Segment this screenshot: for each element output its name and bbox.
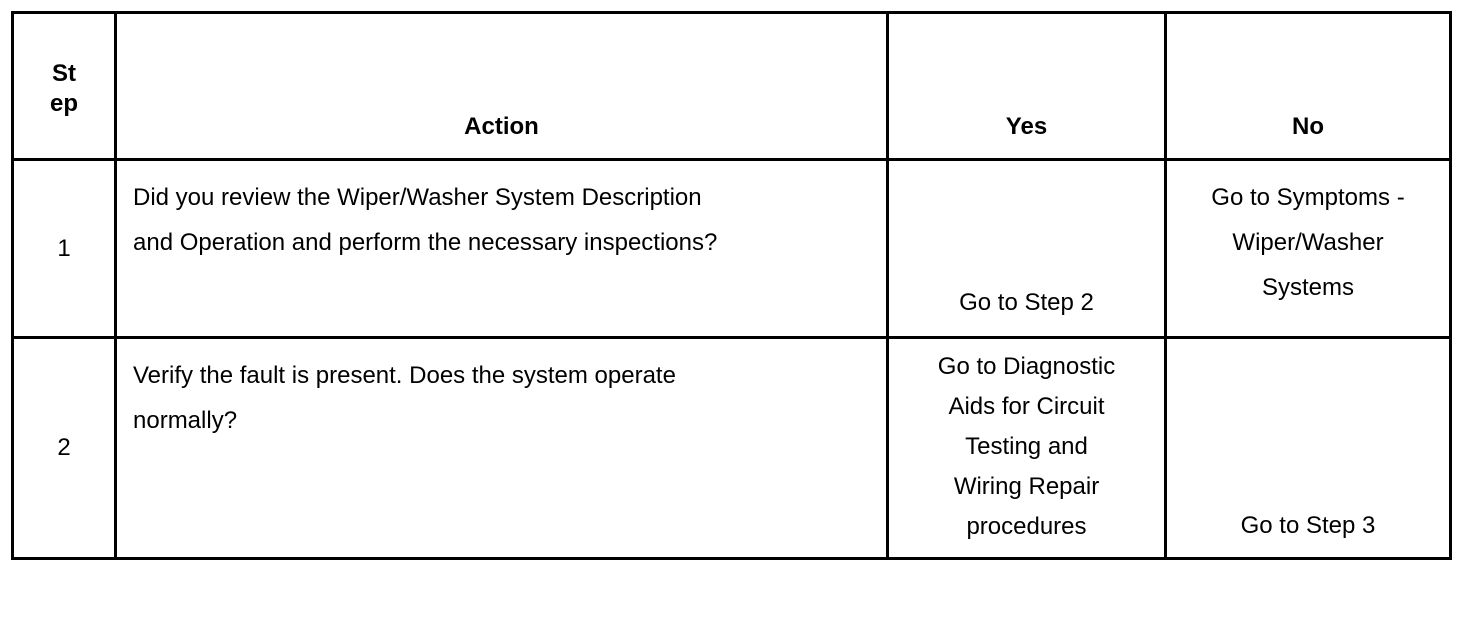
- action-line: and Operation and perform the necessary inspections?: [133, 229, 718, 256]
- yes-link-go-to-step-2[interactable]: Go to Step 2: [959, 289, 1094, 316]
- yes-link-line[interactable]: Go to Diagnostic: [937, 353, 1116, 380]
- action-line: normally?: [133, 407, 238, 434]
- step-number: 1: [13, 160, 116, 338]
- action-text: [116, 160, 888, 338]
- yes-link-line[interactable]: Testing and: [965, 433, 1088, 460]
- step-number: 2: [13, 338, 116, 559]
- table-row: [13, 338, 1451, 559]
- action-line: Verify the fault is present. Does the system operate: [133, 362, 676, 389]
- table-row: [13, 160, 1451, 338]
- header-yes: Yes: [888, 13, 1166, 160]
- no-link-line[interactable]: Wiper/Washer: [1232, 229, 1384, 256]
- yes-result: [888, 160, 1166, 338]
- action-line: Did you review the Wiper/Washer System Description: [133, 184, 702, 211]
- no-result: [1166, 160, 1451, 338]
- header-row: [13, 13, 1451, 160]
- no-link-line[interactable]: Systems: [1261, 274, 1354, 301]
- yes-link-line[interactable]: Wiring Repair: [953, 473, 1100, 500]
- yes-link-line[interactable]: Aids for Circuit: [948, 393, 1105, 420]
- header-no: No: [1166, 13, 1451, 160]
- header-step-line2: ep: [49, 90, 78, 117]
- yes-result: [888, 338, 1166, 559]
- no-result: [1166, 338, 1451, 559]
- header-step-line1: St: [52, 60, 76, 87]
- header-step: [13, 13, 116, 160]
- diagnostic-table: [11, 11, 1452, 560]
- action-text: [116, 338, 888, 559]
- no-link-go-to-step-3[interactable]: Go to Step 3: [1240, 512, 1376, 539]
- header-action: Action: [116, 13, 888, 160]
- no-link-line[interactable]: Go to Symptoms -: [1211, 184, 1405, 211]
- yes-link-line[interactable]: procedures: [966, 513, 1087, 540]
